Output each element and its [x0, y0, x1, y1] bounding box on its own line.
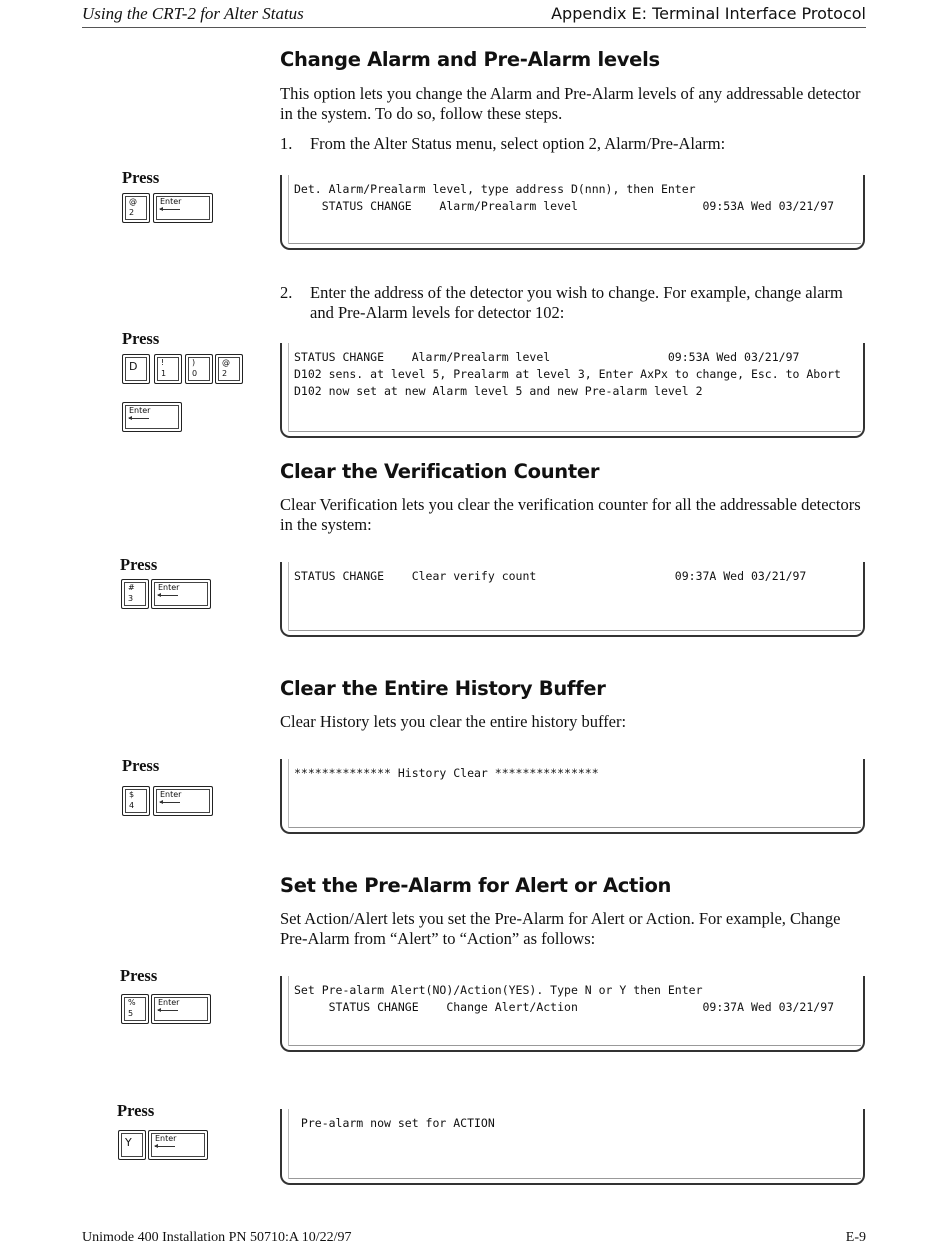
key-char: D: [129, 360, 138, 373]
key-char: Y: [125, 1136, 132, 1149]
section-intro-history: Clear History lets you clear the entire history buffer:: [280, 712, 627, 731]
press-label: Press: [120, 555, 158, 574]
key-bottom-char: 5: [128, 1009, 134, 1018]
step-text: Enter the address of the detector you wish to change. For example, change alarm and Pre-Alarm levels for detector 102:: [310, 283, 843, 322]
enter-key[interactable]: [148, 1130, 208, 1160]
key-bottom-char: 0: [192, 369, 198, 378]
press-label: Press: [120, 966, 158, 985]
terminal-screen-alarm-menu: [280, 175, 865, 250]
terminal-text: [294, 1115, 495, 1132]
key-y[interactable]: [118, 1130, 146, 1160]
key-top-char: @: [129, 197, 137, 206]
section-title-verify: Clear the Verification Counter: [280, 460, 600, 483]
key-top-char: %: [128, 998, 136, 1007]
key-2[interactable]: [215, 354, 243, 384]
section-intro-alarm: This option lets you change the Alarm and Pre-Alarm levels of any addressable detector in the system. To do so, follow these steps.: [280, 84, 861, 123]
section-intro-verify: Clear Verification lets you clear the verification counter for all the addressable detectors in the system:: [280, 495, 861, 534]
running-footer-left: Unimode 400 Installation PN 50710:A 10/22/97: [82, 1230, 352, 1245]
terminal-line: STATUS CHANGE Alarm/Prealarm level 09:53A Wed 03/21/97: [294, 350, 800, 364]
enter-arrow-icon: [129, 418, 149, 419]
enter-arrow-icon: [158, 595, 178, 596]
terminal-screen-prealarm-prompt: [280, 976, 865, 1052]
enter-arrow-icon: [160, 209, 180, 210]
key-1[interactable]: [154, 354, 182, 384]
running-header-left: Using the CRT-2 for Alter Status: [82, 4, 304, 23]
terminal-text: [294, 765, 599, 782]
terminal-screen-verify: [280, 562, 865, 637]
enter-key-label: Enter: [160, 197, 182, 206]
enter-key-label: Enter: [160, 790, 182, 799]
terminal-line: STATUS CHANGE Alarm/Prealarm level 09:53A Wed 03/21/97: [294, 199, 835, 213]
enter-key[interactable]: [153, 193, 213, 223]
key-top-char: #: [128, 583, 135, 592]
section-title-alarm: Change Alarm and Pre-Alarm levels: [280, 48, 660, 71]
enter-arrow-icon: [160, 802, 180, 803]
key-bottom-char: 2: [222, 369, 228, 378]
terminal-line: Det. Alarm/Prealarm level, type address D(nnn), then Enter: [294, 182, 696, 196]
press-label: Press: [122, 329, 160, 348]
enter-arrow-icon: [158, 1010, 178, 1011]
terminal-line: D102 now set at new Alarm level 5 and new Pre-alarm level 2: [294, 384, 703, 398]
enter-key-label: Enter: [129, 406, 151, 415]
step-1: [280, 134, 870, 154]
terminal-line: Set Pre-alarm Alert(NO)/Action(YES). Type N or Y then Enter: [294, 983, 703, 997]
terminal-line: STATUS CHANGE Clear verify count 09:37A Wed 03/21/97: [294, 569, 807, 583]
enter-key[interactable]: [151, 994, 211, 1024]
terminal-text: [294, 982, 834, 1016]
step-text: From the Alter Status menu, select option 2, Alarm/Pre-Alarm:: [310, 134, 726, 153]
key-bottom-char: 4: [129, 801, 135, 810]
section-title-history: Clear the Entire History Buffer: [280, 677, 606, 700]
press-label: Press: [122, 756, 160, 775]
key-2[interactable]: [122, 193, 150, 223]
press-label: Press: [122, 168, 160, 187]
key-4[interactable]: [122, 786, 150, 816]
enter-arrow-icon: [155, 1146, 175, 1147]
enter-key-label: Enter: [155, 1134, 177, 1143]
enter-key-label: Enter: [158, 583, 180, 592]
terminal-line: ************** History Clear ***************: [294, 766, 599, 780]
page-number: E-9: [845, 1230, 866, 1245]
terminal-screen-history: [280, 759, 865, 834]
terminal-line: Pre-alarm now set for ACTION: [294, 1116, 495, 1130]
key-5[interactable]: [121, 994, 149, 1024]
enter-key[interactable]: [153, 786, 213, 816]
running-header-right: Appendix E: Terminal Interface Protocol: [551, 4, 866, 23]
key-0[interactable]: [185, 354, 213, 384]
key-3[interactable]: [121, 579, 149, 609]
step-2: [280, 283, 870, 323]
enter-key-label: Enter: [158, 998, 180, 1007]
key-bottom-char: 3: [128, 594, 134, 603]
key-top-char: ): [192, 358, 196, 367]
terminal-screen-prealarm-result: [280, 1109, 865, 1185]
section-title-prealarm: Set the Pre-Alarm for Alert or Action: [280, 874, 672, 897]
terminal-line: STATUS CHANGE Change Alert/Action 09:37A Wed 03/21/97: [294, 1000, 835, 1014]
key-top-char: $: [129, 790, 135, 799]
enter-key[interactable]: [122, 402, 182, 432]
terminal-text: [294, 349, 841, 400]
terminal-text: [294, 181, 834, 215]
key-bottom-char: 1: [161, 369, 167, 378]
terminal-screen-alarm-change: [280, 343, 865, 438]
press-label: Press: [117, 1101, 155, 1120]
key-bottom-char: 2: [129, 208, 135, 217]
step-number: 2.: [280, 283, 293, 302]
key-d[interactable]: [122, 354, 150, 384]
key-top-char: !: [161, 358, 165, 367]
step-number: 1.: [280, 134, 293, 153]
enter-key[interactable]: [151, 579, 211, 609]
section-intro-prealarm: Set Action/Alert lets you set the Pre-Alarm for Alert or Action. For example, Change Pre-Alarm from “Alert” to “Action” as follows:: [280, 909, 841, 948]
terminal-line: D102 sens. at level 5, Prealarm at level 3, Enter AxPx to change, Esc. to Abort: [294, 367, 841, 381]
terminal-text: [294, 568, 806, 585]
header-rule: [82, 27, 866, 28]
key-top-char: @: [222, 358, 230, 367]
